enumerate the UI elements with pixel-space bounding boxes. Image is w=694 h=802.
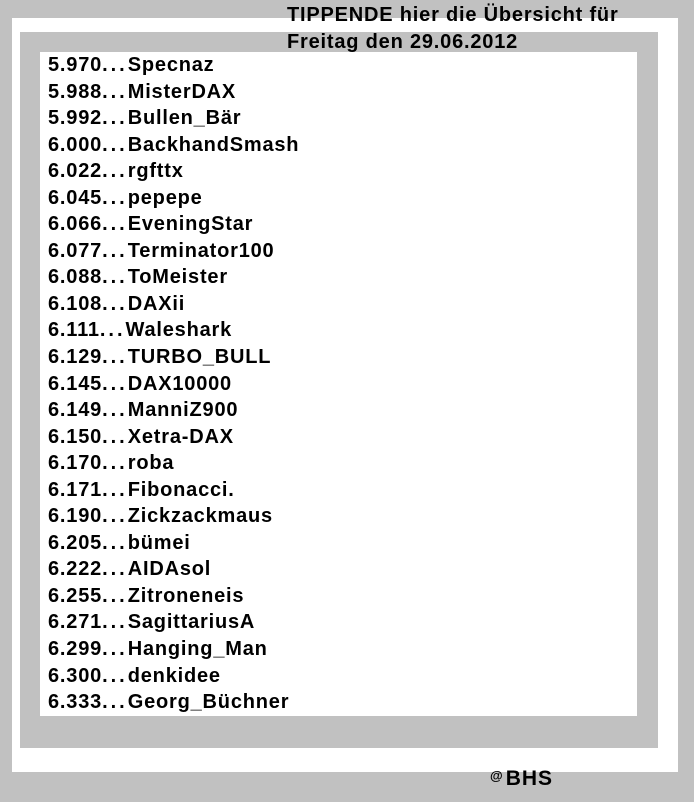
user-name: Xetra-DAX [127,425,234,448]
list-item [40,105,637,132]
list-item [40,689,637,716]
tip-value: 6.150 [48,425,103,448]
watermark [490,762,553,792]
tip-value: 6.170 [48,452,103,475]
tip-value: 6.145 [48,372,103,395]
list-item [40,556,637,583]
dots-separator: ... [102,584,128,607]
user-name: Specnaz [127,54,215,76]
dots-separator: ... [102,292,128,315]
tip-value: 6.222 [48,558,103,581]
dots-separator: ... [102,266,128,289]
tip-value: 5.970 [48,54,103,76]
user-name: TURBO_BULL [127,346,272,369]
user-name: Hanging_Man [127,638,268,661]
watermark-label: BHS [505,767,554,790]
tip-value: 6.149 [48,399,103,422]
tip-value: 6.045 [48,186,103,209]
list-item [40,344,637,371]
list-item [40,477,637,504]
tip-value: 6.300 [48,664,103,687]
user-name: DAX10000 [127,372,232,395]
dots-separator: ... [102,160,128,183]
tip-value: 6.111 [48,319,100,342]
dots-separator: ... [102,452,128,475]
list-item [40,371,637,398]
tip-value: 6.171 [48,478,103,501]
dots-separator: ... [99,319,126,342]
dots-separator: ... [102,107,128,130]
dots-separator: ... [102,54,128,76]
title-line-2: Freitag den 29.06.2012 [287,31,519,53]
list-item [40,424,637,451]
user-name: denkidee [127,664,221,687]
dots-separator: ... [102,558,128,581]
list-item [40,397,637,424]
tip-value: 6.190 [48,505,103,528]
dots-separator: ... [102,239,128,262]
list-item [40,317,637,344]
user-name: DAXii [127,292,186,315]
list-item [40,503,637,530]
user-name: AIDAsol [127,558,212,581]
user-name: MisterDAX [127,80,237,103]
tip-value: 6.066 [48,213,103,236]
tip-value: 6.129 [48,346,103,369]
user-name: SagittariusA [127,611,256,634]
dots-separator: ... [102,399,128,422]
user-name: ManniZ900 [127,399,239,422]
at-sign: @ [490,768,503,783]
tip-value: 6.088 [48,266,103,289]
user-name: Fibonacci. [127,478,235,501]
tip-value: 5.992 [48,107,103,130]
tip-value: 6.255 [48,584,103,607]
list-item [40,663,637,690]
list-item [40,450,637,477]
dots-separator: ... [102,372,128,395]
tip-value: 6.299 [48,638,103,661]
dots-separator: ... [102,691,128,714]
list-item [40,238,637,265]
user-name: roba [127,452,175,475]
list-item [40,530,637,557]
user-name: bümei [127,531,191,554]
tip-value: 6.333 [48,691,103,714]
user-name: Terminator100 [127,239,275,262]
list-item [40,211,637,238]
dots-separator: ... [102,213,128,236]
list-item [40,79,637,106]
dots-separator: ... [102,80,128,103]
dots-separator: ... [102,186,128,209]
list-item [40,158,637,185]
user-name: Waleshark [125,319,233,342]
list-item [40,583,637,610]
user-name: BackhandSmash [127,133,300,156]
dots-separator: ... [102,478,128,501]
list-item [40,185,637,212]
user-name: EveningStar [127,213,254,236]
user-name: Georg_Büchner [127,691,290,714]
page-title [287,2,619,56]
tip-value: 6.271 [48,611,103,634]
dots-separator: ... [102,664,128,687]
user-name: pepepe [127,186,203,209]
user-name: Zickzackmaus [127,505,273,528]
dots-separator: ... [102,425,128,448]
user-name: ToMeister [127,266,228,289]
list-item [40,636,637,663]
title-line-1: TIPPENDE hier die Übersicht für [287,4,619,26]
dots-separator: ... [102,611,128,634]
tip-value: 5.988 [48,80,103,103]
list-item [40,132,637,159]
dots-separator: ... [102,531,128,554]
tip-list [40,52,637,716]
list-item [40,609,637,636]
user-name: rgfttx [127,160,184,183]
user-name: Zitroneneis [127,584,245,607]
dots-separator: ... [102,133,128,156]
dots-separator: ... [102,505,128,528]
dots-separator: ... [102,346,128,369]
dots-separator: ... [102,638,128,661]
list-item [40,291,637,318]
list-item [40,264,637,291]
tip-value: 6.000 [48,133,103,156]
tip-value: 6.205 [48,531,103,554]
user-name: Bullen_Bär [127,107,242,130]
tip-value: 6.108 [48,292,103,315]
tip-value: 6.022 [48,160,103,183]
tip-value: 6.077 [48,239,103,262]
